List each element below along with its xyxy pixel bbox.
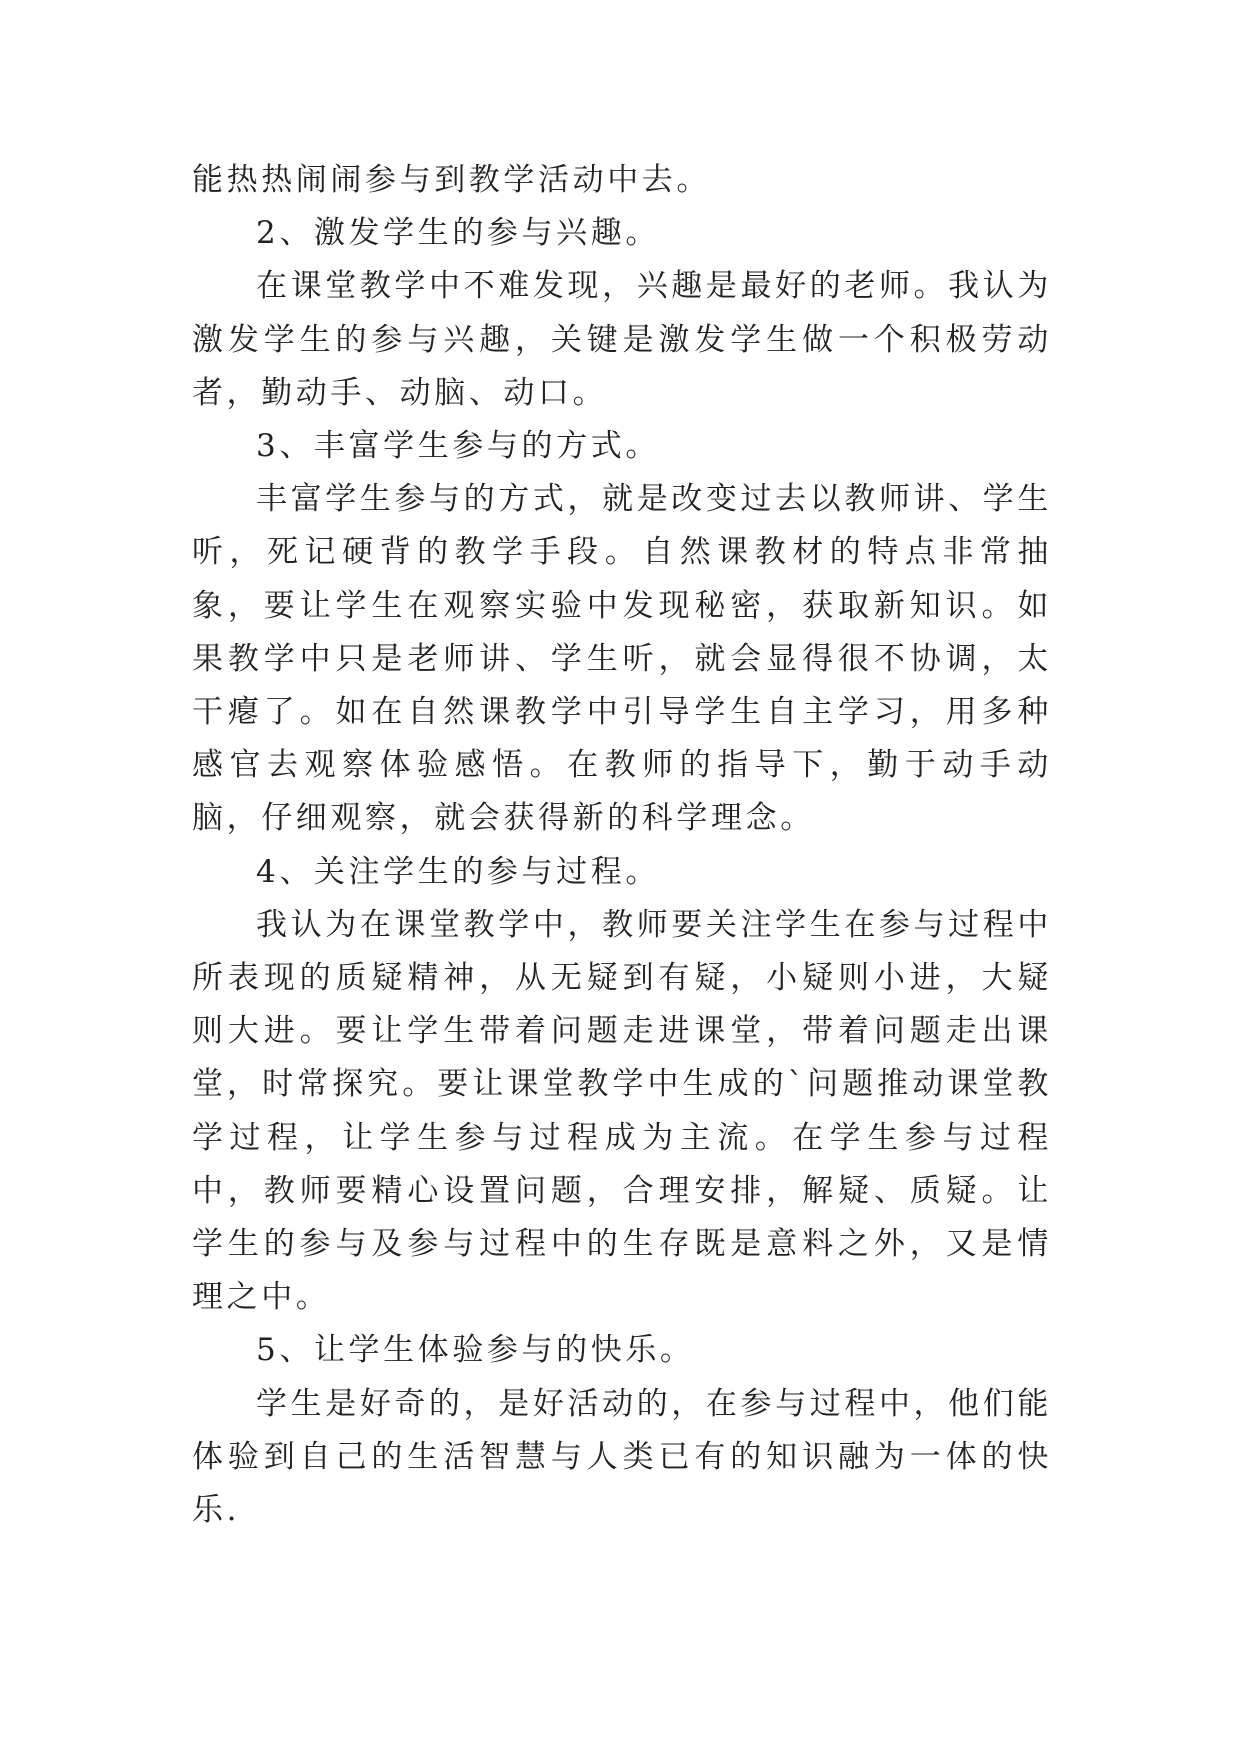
paragraph-continuation: 能热热闹闹参与到教学活动中去。 [192,162,711,198]
paragraph-joy: 学生是好奇的，是好活动的，在参与过程中，他们能体验到自己的生活智慧与人类已有的知识融为一体的快乐. [192,1385,1052,1529]
section-heading-4: 4、关注学生的参与过程。 [256,853,660,890]
section-heading-2: 2、激发学生的参与兴趣。 [256,215,660,252]
paragraph-methods: 丰富学生参与的方式，就是改变过去以教师讲、学生听，死记硬背的教学手段。自然课教材的特点非常抽象，要让学生在观察实验中发现秘密，获取新知识。如果教学中只是老师讲、学生听，就会显得很不协调，太干瘪了。如在自然课教学中引导学生自主学习，用多种感官去观察体验感悟。在教师的指导下，勤于动手动脑，仔细观察，就会获得新的科学理念。 [192,481,1052,837]
paragraph-interest: 在课堂教学中不难发现，兴趣是最好的老师。我认为激发学生的参与兴趣，关键是激发学生做一个积极劳动者，勤动手、动脑、动口。 [192,268,1052,411]
section-heading-5: 5、让学生体验参与的快乐。 [256,1332,695,1369]
document-body [192,154,1052,1537]
section-heading-3: 3、丰富学生参与的方式。 [256,428,660,465]
paragraph-process: 我认为在课堂教学中，教师要关注学生在参与过程中所表现的质疑精神，从无疑到有疑，小疑则小进，大疑则大进。要让学生带着问题走进课堂，带着问题走出课堂，时常探究。要让课堂教学中生成的`问题推动课堂教学过程，让学生参与过程成为主流。在学生参与过程中，教师要精心设置问题，合理安排，解疑、质疑。让学生的参与及参与过程中的生存既是意料之外，又是情理之中。 [192,906,1052,1316]
